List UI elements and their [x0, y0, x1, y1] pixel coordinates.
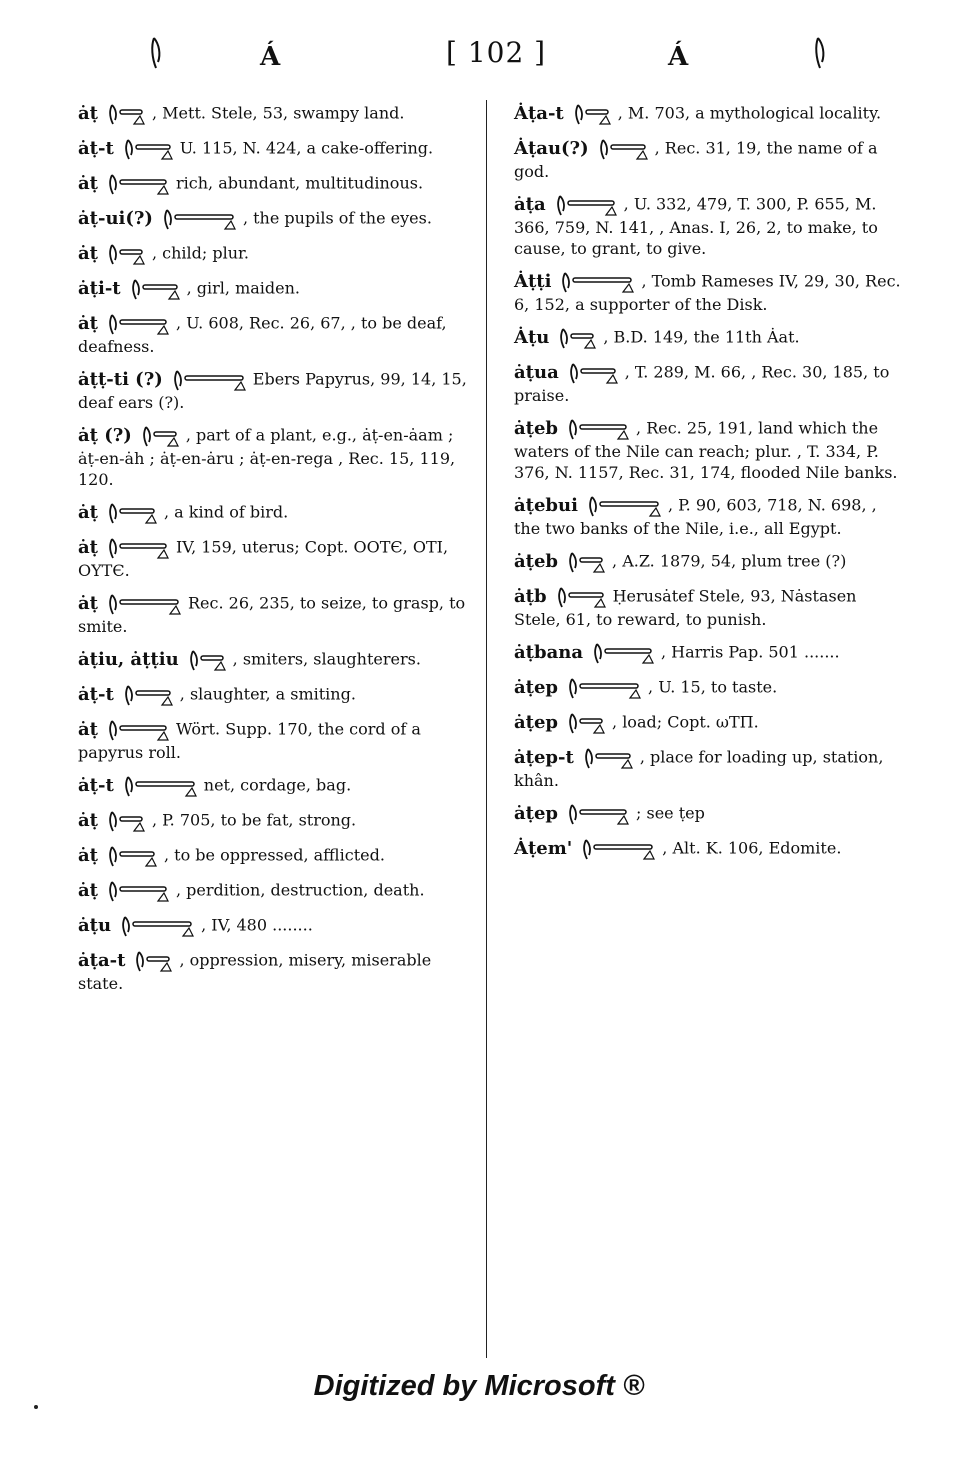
entry-headword: Ȧṭa-t [514, 102, 564, 124]
dictionary-entry [78, 368, 468, 413]
entry-headword: ȧṭebui [514, 494, 578, 516]
dictionary-entry [78, 207, 468, 231]
entry-headword: ȧṭb [514, 585, 547, 607]
entry-headword: ȧṭep-t [514, 746, 574, 768]
page-header [0, 30, 958, 80]
dictionary-entry [78, 683, 468, 707]
entry-definition: , P. 705, to be fat, strong. [151, 810, 357, 830]
dictionary-entry [514, 417, 902, 483]
dictionary-entry [78, 172, 468, 196]
hieroglyph-group-icon [568, 802, 632, 826]
dictionary-entry [78, 102, 468, 126]
hieroglyph-group-icon [108, 844, 160, 868]
dictionary-entry [78, 809, 468, 833]
dictionary-entry [78, 844, 468, 868]
entry-definition: , Rec. 25, 191, land which the waters of the Nile can reach; plur. , T. 334, P. 376, N. 1157, Rec. 31, 174, flooded Nile banks. [514, 418, 898, 482]
entry-definition: , U. 608, Rec. 26, 67, , to be deaf, deafness. [78, 313, 447, 356]
entry-definition: Ḥerusȧtef Stele, 93, Nȧstasen Stele, 61, to reward, to punish. [514, 586, 857, 629]
dictionary-entry [514, 270, 902, 315]
entry-headword: ȧṭ [78, 501, 98, 523]
hieroglyph-group-icon [108, 242, 148, 266]
hieroglyph-group-icon [568, 711, 608, 735]
hieroglyph-group-icon [173, 368, 249, 392]
dictionary-entry [514, 137, 902, 182]
entry-headword: ȧṭ [78, 809, 98, 831]
entry-definition: Wört. Supp. 170, the cord of a papyrus roll. [78, 719, 421, 762]
entry-headword: ȧṭ-t [78, 137, 114, 159]
dictionary-entry [514, 326, 902, 350]
entry-definition: , child; plur. [151, 243, 250, 263]
dictionary-entry [78, 949, 468, 994]
dictionary-entry [78, 774, 468, 798]
digitized-notice: Digitized by Microsoft ® [313, 1370, 645, 1402]
entry-headword: ȧṭ [78, 312, 98, 334]
hieroglyph-group-icon [108, 592, 184, 616]
entry-headword: ȧṭ [78, 102, 98, 124]
entry-definition: , M. 703, a mythological locality. [617, 103, 882, 123]
entry-definition: Ebers Papyrus, 99, 14, 15, deaf ears (?). [78, 369, 467, 412]
dictionary-entry [78, 718, 468, 763]
dictionary-entry [514, 837, 902, 861]
hieroglyph-group-icon [599, 137, 651, 161]
entry-definition: , P. 90, 603, 718, N. 698, , the two banks of the Nile, i.e., all Egypt. [514, 495, 877, 538]
entry-definition: , place for loading up, station, khân. [514, 747, 884, 790]
entry-definition: , Rec. 31, 19, the name of a god. [514, 138, 878, 181]
entry-definition: , load; Copt. ωΤΠ. [612, 712, 759, 732]
entry-definition: , to be oppressed, afflicted. [163, 845, 385, 865]
hieroglyph-group-icon [108, 809, 148, 833]
entry-definition: , Harris Pap. 501 ....... [660, 642, 840, 662]
dictionary-entry [514, 550, 902, 574]
hieroglyph-group-icon [588, 494, 664, 518]
page-number: [ 102 ] [446, 36, 547, 69]
entry-definition: , A.Z. 1879, 54, plum tree (?) [612, 551, 847, 571]
entry-headword: ȧṭ (?) [78, 424, 132, 446]
entry-headword: Ȧṭu [514, 326, 550, 348]
dictionary-entry [78, 312, 468, 357]
header-letter-left: Á [260, 42, 281, 72]
hieroglyph-group-icon [124, 137, 176, 161]
entry-definition: , Tomb Rameses IV, 29, 30, Rec. 6, 152, a supporter of the Disk. [514, 271, 901, 314]
entry-definition: , oppression, misery, miserable state. [78, 950, 432, 993]
entry-definition: , B.D. 149, the 11th Ȧat. [603, 327, 800, 347]
hieroglyph-group-icon [593, 641, 657, 665]
entry-definition: , IV, 480 ........ [201, 915, 313, 935]
dictionary-entry [78, 137, 468, 161]
entry-definition: U. 115, N. 424, a cake-offering. [179, 138, 434, 158]
entry-headword: ȧṭeb [514, 550, 559, 572]
dictionary-entry [514, 802, 902, 826]
entry-definition: , Mett. Stele, 53, swampy land. [151, 103, 405, 123]
hieroglyph-group-icon [559, 326, 599, 350]
entry-headword: ȧṭi-t [78, 277, 121, 299]
entry-headword: ȧṭ [78, 844, 98, 866]
hieroglyph-group-icon [131, 277, 183, 301]
hieroglyph-group-icon [557, 585, 609, 609]
entry-headword: ȧṭeb [514, 417, 559, 439]
dictionary-entry [78, 242, 468, 266]
reed-leaf-icon [814, 36, 828, 70]
hieroglyph-group-icon [163, 207, 239, 231]
dictionary-entry [514, 676, 902, 700]
reed-leaf-icon [150, 36, 164, 70]
header-letter-right: Á [668, 42, 689, 72]
entry-headword: ȧṭu [78, 914, 112, 936]
hieroglyph-group-icon [108, 501, 160, 525]
hieroglyph-group-icon [569, 361, 621, 385]
dictionary-entry [78, 592, 468, 637]
hieroglyph-group-icon [568, 676, 644, 700]
entry-definition: , T. 289, M. 66, , Rec. 30, 185, to praise. [514, 362, 890, 405]
entry-definition: IV, 159, uterus; Copt. ΟΟΤЄ, ΟΤΙ, ΟΥΤЄ. [78, 537, 449, 580]
hieroglyph-group-icon [108, 718, 172, 742]
entry-headword: ȧṭep [514, 676, 559, 698]
entry-headword: Ȧṭem' [514, 837, 573, 859]
hieroglyph-group-icon [124, 774, 200, 798]
entry-definition: rich, abundant, multitudinous. [175, 173, 424, 193]
entry-definition: , perdition, destruction, death. [175, 880, 425, 900]
entry-definition: net, cordage, bag. [203, 775, 352, 795]
entry-headword: ȧṭep [514, 711, 559, 733]
entry-definition: , the pupils of the eyes. [242, 208, 432, 228]
dictionary-entry [78, 424, 468, 490]
entry-headword: ȧṭep [514, 802, 559, 824]
entry-headword: ȧṭa [514, 193, 546, 215]
entry-headword: ȧṭ [78, 592, 98, 614]
entry-headword: Ȧṭṭi [514, 270, 552, 292]
entry-headword: ȧṭ-t [78, 774, 114, 796]
entry-headword: ȧṭ-t [78, 683, 114, 705]
dictionary-entry [78, 536, 468, 581]
dictionary-entry [514, 494, 902, 539]
entry-headword: ȧṭṭ-ti (?) [78, 368, 163, 390]
hieroglyph-group-icon [142, 424, 182, 448]
entry-headword: ȧṭ [78, 879, 98, 901]
dictionary-entry [514, 361, 902, 406]
hieroglyph-group-icon [189, 648, 229, 672]
dictionary-entry [514, 102, 902, 126]
hieroglyph-group-icon [108, 312, 172, 336]
entry-definition: , U. 332, 479, T. 300, P. 655, M. 366, 759, N. 141, , Anas. I, 26, 2, to make, to cause, to grant, to give. [514, 194, 878, 258]
hieroglyph-group-icon [124, 683, 176, 707]
entry-headword: ȧṭ-ui(?) [78, 207, 153, 229]
entry-headword: Ȧṭau(?) [514, 137, 589, 159]
dictionary-entry [514, 641, 902, 665]
hieroglyph-group-icon [121, 914, 197, 938]
entry-headword: ȧṭbana [514, 641, 583, 663]
dictionary-entry [78, 648, 468, 672]
entry-headword: ȧṭ [78, 718, 98, 740]
hieroglyph-group-icon [561, 270, 637, 294]
entry-headword: ȧṭ [78, 172, 98, 194]
hieroglyph-group-icon [568, 417, 632, 441]
dictionary-entry [514, 746, 902, 791]
right-column [514, 102, 902, 872]
column-divider [486, 100, 487, 1358]
dictionary-entry [514, 711, 902, 735]
dictionary-entry [78, 879, 468, 903]
entry-definition: Rec. 26, 235, to seize, to grasp, to smite. [78, 593, 466, 636]
entry-definition: , part of a plant, e.g., ȧṭ-en-ȧam ; ȧṭ-en-ȧh ; ȧṭ-en-ȧru ; ȧṭ-en-rega , Rec. 15, 119, 120. [78, 425, 456, 489]
entry-headword: ȧṭua [514, 361, 559, 383]
dictionary-entry [514, 193, 902, 259]
dictionary-entry [514, 585, 902, 630]
page-speck [34, 1405, 38, 1409]
dictionary-entry [78, 914, 468, 938]
hieroglyph-group-icon [108, 102, 148, 126]
entry-headword: ȧṭ [78, 242, 98, 264]
left-column [78, 102, 468, 1005]
entry-definition: , smiters, slaughterers. [232, 649, 421, 669]
hieroglyph-group-icon [108, 536, 172, 560]
entry-definition: , U. 15, to taste. [648, 677, 778, 697]
hieroglyph-group-icon [108, 172, 172, 196]
hieroglyph-group-icon [584, 746, 636, 770]
entry-definition: , Alt. K. 106, Edomite. [662, 838, 842, 858]
entry-headword: ȧṭiu, ȧṭṭiu [78, 648, 179, 670]
entry-headword: ȧṭa-t [78, 949, 126, 971]
hieroglyph-group-icon [582, 837, 658, 861]
dictionary-entry [78, 277, 468, 301]
entry-headword: ȧṭ [78, 536, 98, 558]
entry-definition: , girl, maiden. [186, 278, 301, 298]
entry-definition: , slaughter, a smiting. [179, 684, 356, 704]
entry-definition: ; see ṭep [636, 803, 705, 823]
dictionary-entry [78, 501, 468, 525]
hieroglyph-group-icon [574, 102, 614, 126]
hieroglyph-group-icon [135, 949, 175, 973]
hieroglyph-group-icon [556, 193, 620, 217]
hieroglyph-group-icon [568, 550, 608, 574]
hieroglyph-group-icon [108, 879, 172, 903]
entry-definition: , a kind of bird. [163, 502, 289, 522]
